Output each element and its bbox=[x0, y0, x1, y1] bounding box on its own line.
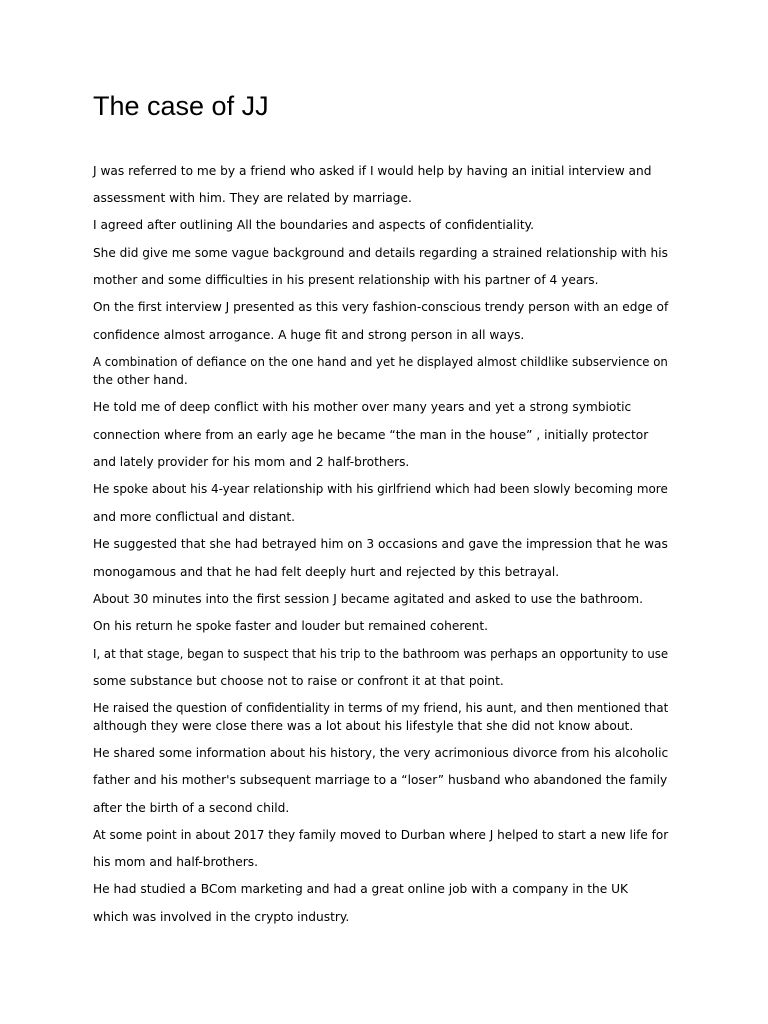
body-line: assessment with him. They are related by marriage. bbox=[93, 191, 412, 205]
body-line: which was involved in the crypto industry. bbox=[93, 910, 350, 924]
body-line: connection where from an early age he became “the man in the house” , initially protector bbox=[93, 428, 649, 442]
body-line: his mom and half-brothers. bbox=[93, 855, 258, 869]
body-line: He suggested that she had betrayed him on 3 occasions and gave the impression that he was bbox=[93, 537, 668, 551]
body-line: the other hand. bbox=[93, 373, 188, 387]
body-line: confidence almost arrogance. A huge fit and strong person in all ways. bbox=[93, 328, 525, 342]
body-line: He spoke about his 4-year relationship with his girlfriend which had been slowly becoming more bbox=[93, 482, 668, 496]
body-line: At some point in about 2017 they family moved to Durban where J helped to start a new life for bbox=[93, 828, 669, 842]
body-line: mother and some difficulties in his present relationship with his partner of 4 years. bbox=[93, 273, 599, 287]
body-line: About 30 minutes into the first session J became agitated and asked to use the bathroom. bbox=[93, 592, 644, 606]
body-line: He told me of deep conflict with his mother over many years and yet a strong symbiotic bbox=[93, 400, 632, 414]
body-line: He shared some information about his history, the very acrimonious divorce from his alcoholic bbox=[93, 746, 669, 760]
body-line: and more conflictual and distant. bbox=[93, 510, 296, 524]
body-line: On his return he spoke faster and louder but remained coherent. bbox=[93, 619, 488, 633]
body-line: I agreed after outlining All the boundaries and aspects of confidentiality. bbox=[93, 218, 534, 232]
body-line: after the birth of a second child. bbox=[93, 801, 290, 815]
body-line: I, at that stage, began to suspect that his trip to the bathroom was perhaps an opportunity to use bbox=[93, 647, 669, 661]
body-line: although they were close there was a lot about his lifestyle that she did not know about. bbox=[93, 719, 634, 733]
body-line: father and his mother's subsequent marriage to a “loser” husband who abandoned the family bbox=[93, 773, 668, 787]
body-line: A combination of defiance on the one hand and yet he displayed almost childlike subservience on bbox=[93, 355, 668, 369]
body-line: monogamous and that he had felt deeply hurt and rejected by this betrayal. bbox=[93, 565, 560, 579]
body-line: On the first interview J presented as this very fashion-conscious trendy person with an edge of bbox=[93, 300, 669, 314]
body-line: and lately provider for his mom and 2 half-brothers. bbox=[93, 455, 410, 469]
body-line: J was referred to me by a friend who asked if I would help by having an initial interview and bbox=[93, 164, 652, 178]
body-line: He raised the question of confidentiality in terms of my friend, his aunt, and then mentioned that bbox=[93, 701, 669, 715]
body-line: She did give me some vague background and details regarding a strained relationship with his bbox=[93, 246, 668, 260]
body-line: some substance but choose not to raise or confront it at that point. bbox=[93, 674, 504, 688]
body-line: He had studied a BCom marketing and had a great online job with a company in the UK bbox=[93, 882, 629, 896]
document-title: The case of JJ bbox=[93, 91, 269, 121]
